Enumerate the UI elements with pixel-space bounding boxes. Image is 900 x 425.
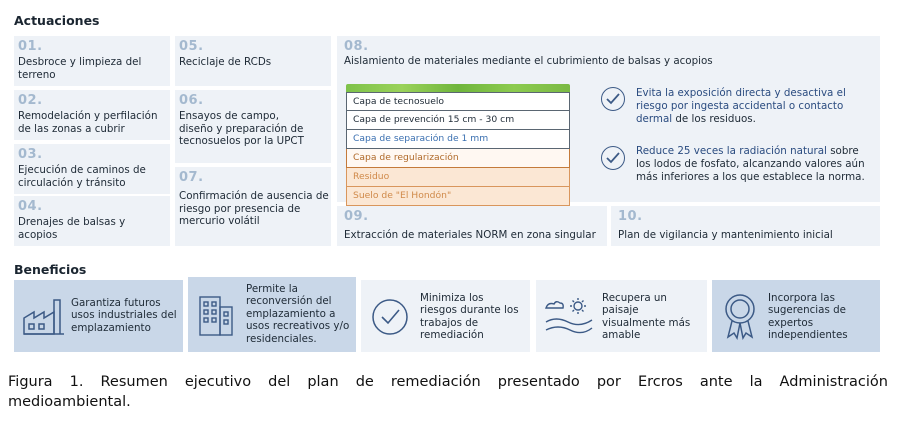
actuacion-card-10 [611, 206, 880, 246]
actuacion-number: 01. [18, 39, 43, 54]
actuacion-card-05 [175, 36, 331, 86]
caption-word: del [268, 374, 291, 390]
caption-word: plan [307, 374, 339, 390]
landscape-icon [542, 294, 594, 336]
factory-icon [22, 296, 66, 336]
effect-text-1 [636, 87, 866, 126]
effect-text-2 [636, 145, 872, 184]
beneficio-text: Garantiza futuros usos industriales del emplazamiento [71, 297, 177, 334]
caption-word: ejecutivo [184, 374, 252, 390]
layer-tecnosuelo: Capa de tecnosuelo [346, 92, 570, 111]
caption-word: presentado [497, 374, 580, 390]
beneficio-text: Incorpora las sugerencias de expertos independientes [768, 292, 848, 342]
layer-suelo: Suelo de "El Hondón" [346, 187, 570, 206]
actuacion-text: Drenajes de balsas y acopios [18, 216, 126, 241]
actuacion-text: Confirmación de ausencia de riesgo por presencia de mercurio volátil [179, 190, 329, 228]
actuacion-text: Extracción de materiales NORM en zona singular [344, 229, 596, 241]
actuacion-card-04 [14, 196, 170, 246]
grass-icon [346, 84, 570, 92]
actuacion-number: 06. [179, 93, 204, 108]
actuaciones-title: Actuaciones [14, 13, 100, 28]
check-circle-icon [601, 87, 625, 111]
caption-word: 1. [69, 374, 84, 390]
actuacion-number: 08. [344, 39, 369, 54]
actuacion-number: 04. [18, 199, 43, 214]
beneficio-text: Permite la reconversión del emplazamiento a usos recreativos y/o residenciales. [246, 283, 350, 345]
layer-prevencion: Capa de prevención 15 cm - 30 cm [346, 111, 570, 130]
layer-stack [346, 84, 570, 206]
actuacion-card-01 [14, 36, 170, 86]
caption-line-2: medioambiental. [8, 394, 131, 410]
actuacion-text: Desbroce y limpieza del terreno [18, 56, 142, 81]
beneficio-card-4 [536, 280, 707, 352]
actuacion-number: 10. [618, 209, 643, 224]
building-icon [198, 295, 234, 337]
actuacion-text: Reciclaje de RCDs [179, 56, 272, 68]
actuacion-card-06 [175, 90, 331, 163]
actuacion-text: Plan de vigilancia y mantenimiento inicial [618, 229, 833, 241]
actuacion-card-03 [14, 144, 170, 194]
actuacion-text: Aislamiento de materiales mediante el cubrimiento de balsas y acopios [344, 55, 713, 67]
effect-strong: Evita la exposición directa y desactiva el riesgo por ingesta accidental o contacto dermal [636, 87, 846, 125]
beneficio-card-3 [361, 280, 530, 352]
figure-caption [8, 372, 888, 412]
actuacion-number: 02. [18, 93, 43, 108]
caption-word: Ercros [637, 374, 683, 390]
actuacion-number: 03. [18, 147, 43, 162]
beneficio-card-2 [188, 277, 356, 352]
layer-regularizacion: Capa de regularización [346, 149, 570, 168]
caption-word: remediación [390, 374, 481, 390]
caption-word: la [749, 374, 763, 390]
beneficios-title: Beneficios [14, 262, 87, 277]
layer-residuo: Residuo [346, 168, 570, 187]
actuacion-number: 09. [344, 209, 369, 224]
caption-word: ante [699, 374, 733, 390]
actuacion-number: 05. [179, 39, 204, 54]
beneficio-text: Recupera un paisaje visualmente más amable [602, 292, 691, 342]
actuacion-text: Remodelación y perfilación de las zonas a cubrir [18, 110, 158, 135]
beneficio-card-5 [712, 280, 880, 352]
caption-word: Resumen [100, 374, 168, 390]
actuacion-text: Ejecución de caminos de circulación y tránsito [18, 164, 146, 189]
beneficio-text: Minimiza los riesgos durante los trabajos de remediación [420, 292, 519, 342]
effect-rest: sobre los lodos de fosfato, alcanzando valores aún más inferiores a los que establece la norma. [636, 145, 865, 183]
effect-rest: de los residuos. [672, 113, 756, 125]
actuacion-card-07 [175, 167, 331, 246]
actuacion-number: 07. [179, 170, 204, 185]
check-circle-icon [601, 146, 625, 170]
caption-word: Figura [8, 374, 53, 390]
caption-line-1 [8, 372, 888, 392]
caption-word: Administración [779, 374, 888, 390]
effect-strong: Reduce 25 veces la radiación natural [636, 145, 827, 157]
actuacion-text: Ensayos de campo, diseño y preparación de tecnosuelos por la UPCT [179, 110, 304, 148]
caption-word: por [596, 374, 621, 390]
beneficio-card-1 [14, 280, 183, 352]
layer-separacion: Capa de separación de 1 mm [346, 130, 570, 149]
actuacion-card-09 [337, 206, 607, 246]
check-circle-icon [371, 298, 409, 336]
award-icon [722, 292, 758, 340]
caption-word: de [355, 374, 374, 390]
actuacion-card-02 [14, 90, 170, 140]
